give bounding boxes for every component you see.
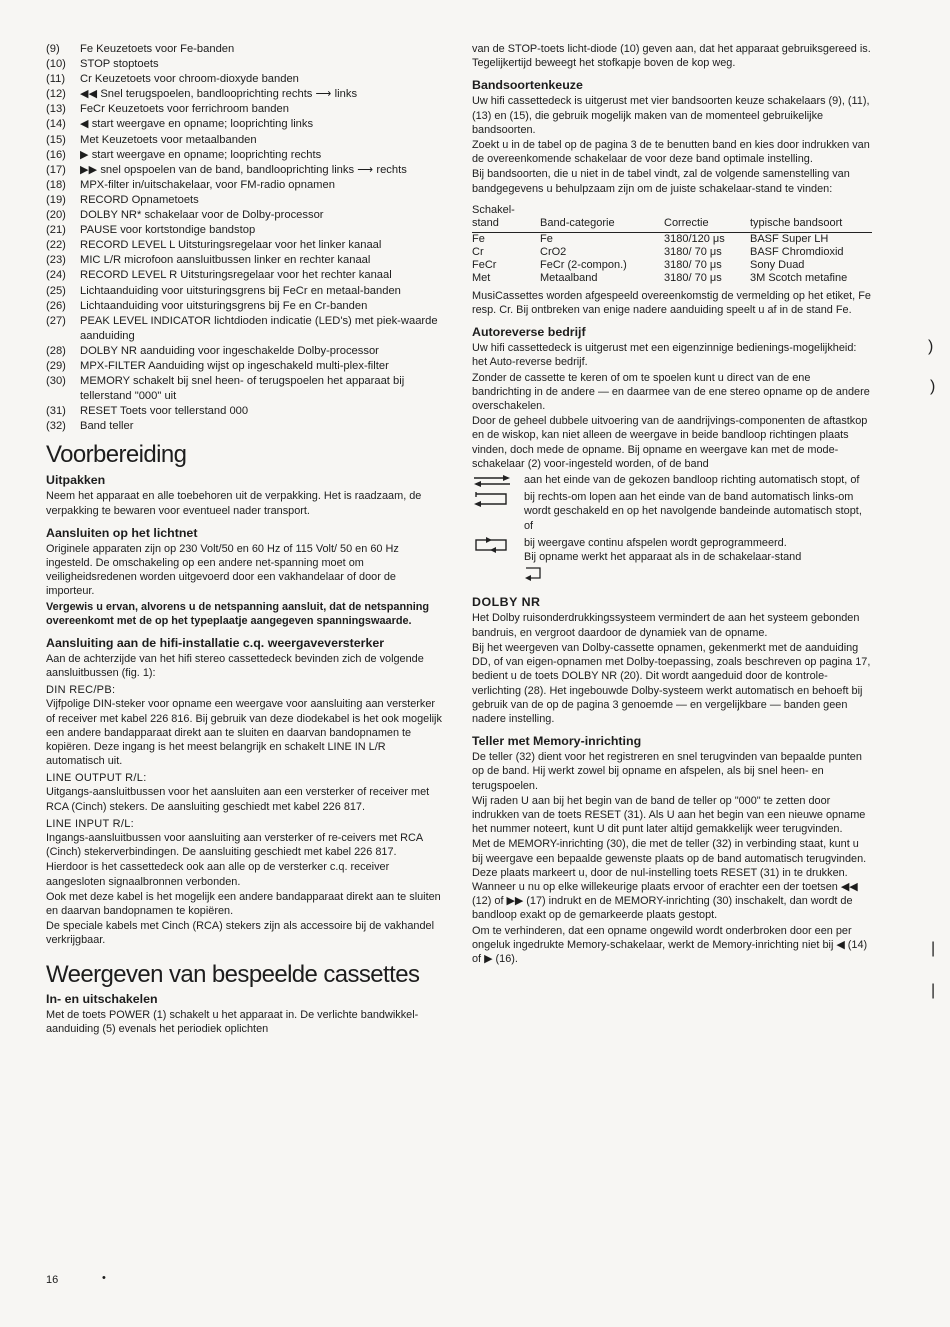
table-cell: Met — [472, 271, 491, 284]
section-title-voorbereiding: Voorbereiding — [46, 441, 187, 469]
para-mode-reverse-once: bij rechts-om lopen aan het einde van de band automatisch links-om wordt geschakeld en op het navolgende bandeinde automatisch stopt, of — [524, 491, 862, 532]
legend-text: ◀ start weergave en opname; looprichting links — [80, 118, 314, 131]
reverse-once-arrow-icon — [472, 491, 512, 507]
legend-text: MIC L/R microfoon aansluitbussen linker en rechter kanaal — [80, 254, 371, 267]
legend-item — [46, 374, 446, 404]
legend-number: (22) — [46, 239, 66, 252]
legend-text: RECORD LEVEL R Uitsturingsregelaar voor het rechter kanaal — [80, 269, 392, 282]
para-bandsoort-1: Uw hifi cassettedeck is uitgerust met vier bandsoorten keuze schakelaars (9), (11), (13) en (15), die gebruik mogelijk maken van de momenteel gebruikelijke bandsoorten. — [472, 95, 870, 136]
one-way-arrow-icon — [472, 474, 512, 488]
legend-item — [46, 208, 446, 223]
legend-item — [46, 163, 446, 178]
heading-dolby-nr: DOLBY NR — [472, 595, 541, 610]
para-teller-2: Wij raden U aan bij het begin van de band de teller op "000" te zetten door indrukken van de toets RESET (31). Als U aan het begin van een nieuwe opname het nummer noteert, kunt U dit punt later altijd gemakkelijk weer terugvinden. — [472, 794, 866, 836]
legend-item — [46, 299, 446, 314]
mode-option-one-way — [472, 473, 872, 488]
legend-number: (18) — [46, 178, 66, 191]
heading-uitpakken: Uitpakken — [46, 473, 106, 488]
legend-item — [46, 102, 446, 117]
para-bandsoort-3: Bij bandsoorten, die u niet in de tabel vindt, zal de volgende samenstelling van bandgegevens u behulpzaam zijn om de juiste schakelaar-stand te vinden: — [472, 168, 850, 195]
table-cell: FeCr — [472, 258, 497, 271]
legend-item — [46, 148, 446, 163]
para-autoreverse-2: Zonder de cassette te keren of om te spoelen kunt u direct van de ene bandrichting in de andere — en daarmee van de ene stereo opname op de andere overschakelen. — [472, 371, 870, 413]
legend-text: ▶ start weergave en opname; looprichting rechts — [80, 148, 322, 161]
heading-aansluiten-lichtnet: Aansluiten op het lichtnet — [46, 525, 198, 540]
tape-table-body — [472, 232, 872, 285]
para-stop-led: van de STOP-toets licht-diode (10) geven aan, dat het apparaat gebruiksgereed is. Tegelijkertijd beweegt het stofkapje boven de kop weg. — [472, 43, 871, 70]
legend-number: (19) — [46, 193, 66, 206]
label-line-output: LINE OUTPUT R/L: — [46, 772, 147, 785]
continuous-loop-icon — [472, 537, 512, 553]
legend-text: MEMORY schakelt bij snel heen- of terugspoelen het apparaat bij tellerstand "000" uit — [80, 375, 405, 403]
para-teller-3: Met de MEMORY-inrichting (30), die met de teller (32) in verbinding staat, kunt u bij weergave een bepaalde gewenste plaats op de band automatisch terugvinden. Deze plaats markeert u, door de nul-instelling toets RESET (31) in te drukken. Wanneer u nu op elke willekeurige plaats ervoor of erachter een der toetsen ◀◀ (12) of ▶▶ (17) indrukt en de MEMORY-inrichting (30) inschakelt, dan wordt de bandloop exakt op de gemarkeerde plaats gestopt. — [472, 838, 867, 922]
legend-item — [46, 344, 446, 359]
legend-number: (10) — [46, 58, 66, 71]
heading-hifi-aansluiting: Aansluiting aan de hifi-installatie c.q. weergaveversterker — [46, 636, 385, 651]
legend-number: (11) — [46, 73, 66, 86]
legend-text: ▶▶ snel opspoelen van de band, bandlooprichting links ⟶ rechts — [80, 163, 407, 176]
para-line-input-1: Ingangs-aansluitbussen voor aansluiting aan versterker of re-ceivers met RCA (Cinch) stekerverbindingen. De aansluiting geschiedt met kabel 226 817. — [46, 831, 423, 859]
legend-item — [46, 193, 446, 208]
heading-bandsoortenkeuze: Bandsoortenkeuze — [472, 78, 583, 93]
legend-text: MPX-FILTER Aanduiding wijst op ingeschakeld multi-plex-filter — [80, 359, 389, 372]
legend-text: PAUSE voor kortstondige bandstop — [80, 224, 256, 237]
legend-text: Met Keuzetoets voor metaalbanden — [80, 133, 257, 146]
legend-item — [46, 42, 446, 57]
para-line-input-4: De speciale kabels met Cinch (RCA) stekers zijn als accessoire bij de vakhandel verkrijgbaar. — [46, 920, 434, 947]
para-line-input-2: Hierdoor is het cassettedeck ook aan alle op de versterker c.q. receiver aangesloten signaalbronnen verbonden. — [46, 861, 390, 888]
legend-number: (20) — [46, 209, 66, 222]
para-teller-1: De teller (32) dient voor het registreren en snel terugvinden van bepaalde punten op de band. Hij werkt zowel bij opname en afspelen, als bij snel heen- en terugspoelen. — [472, 751, 862, 792]
tape-table-header: typische bandsoort — [750, 204, 872, 233]
para-teller-4: Om te verhinderen, dat een opname ongewild wordt onderbroken door een per ongeluk ingedrukte Memory-schakelaar, werkt de Memory-inrichting niet bij ◀ (14) of ▶ (16). — [472, 924, 868, 965]
table-cell: Fe — [540, 232, 553, 245]
legend-number: (15) — [46, 133, 66, 146]
table-row — [472, 272, 872, 285]
para-dolby-2: Bij het weergeven van Dolby-cassette opnamen, gekenmerkt met de aanduiding DD, of van eigen-opnamen met Dolby-toepassing, zoals beschreven op pagina 17, bedient u de toets DOLBY NR (20). Dit wordt aangeduid door de kontrole-verlichting (28). Het ingebouwde Dolby-systeem werkt automatisch en behoeft bij gebruik van de op de pagina 3 genoemde — en vergelijkbare — banden geen nadere instelling. — [472, 641, 871, 725]
legend-text: RESET Toets voor tellerstand 000 — [80, 405, 249, 418]
para-netspanning-warning: Vergewis u ervan, alvorens u de netspanning aansluit, dat de netspanning overeenkomt met de op het typeplaatje aangegeven spanningswaarde. — [46, 600, 430, 627]
right-column — [472, 42, 872, 967]
legend-text: Lichtaanduiding voor uitsturingsgrens bij FeCr en metaal-banden — [80, 284, 401, 297]
legend-number: (9) — [46, 43, 60, 55]
legend-text: RECORD Opnametoets — [80, 193, 199, 206]
legend-text: Lichtaanduiding voor uitsturingsgrens bij Fe en Cr-banden — [80, 299, 368, 312]
table-cell: BASF Super LH — [750, 232, 829, 245]
legend-number: (26) — [46, 299, 66, 312]
legend-item — [46, 223, 446, 238]
table-cell: 3180/ 70 μs — [664, 271, 722, 284]
table-row — [472, 232, 872, 246]
table-cell: Metaalband — [540, 271, 598, 284]
tape-table-header-row — [472, 204, 872, 233]
tape-table-header: Schakel-stand — [472, 204, 540, 233]
table-cell: CrO2 — [540, 245, 567, 258]
legend-item — [46, 404, 446, 419]
table-cell: 3180/ 70 μs — [664, 258, 722, 271]
legend-item — [46, 284, 446, 299]
legend-text: DOLBY NR* schakelaar voor de Dolby-processor — [80, 209, 324, 222]
table-cell: Sony Duad — [750, 258, 805, 271]
heading-autoreverse: Autoreverse bedrijf — [472, 325, 586, 340]
mode-option-continuous — [472, 536, 872, 587]
legend-number: (12) — [46, 88, 66, 101]
legend-number: (25) — [46, 284, 66, 297]
table-cell: FeCr (2-compon.) — [540, 258, 627, 271]
legend-number: (14) — [46, 118, 66, 131]
legend-item — [46, 117, 446, 132]
table-cell: Cr — [472, 245, 484, 258]
footer-dot: • — [102, 1272, 106, 1284]
legend-number: (29) — [46, 359, 66, 372]
legend-number: (30) — [46, 375, 66, 388]
table-cell: Fe — [472, 232, 485, 245]
tape-table-header: Correctie — [664, 204, 750, 233]
margin-mark: | — [931, 940, 936, 957]
para-mode-continuous-b: Bij opname werkt het apparaat als in de schakelaar-stand — [524, 551, 802, 564]
section-title-weergeven: Weergeven van bespeelde cassettes — [46, 960, 420, 988]
para-autoreverse-1: Uw hifi cassettedeck is uitgerust met een eigenzinnige bedienings-mogelijkheid: het Auto-reverse bedrijf. — [472, 342, 857, 369]
legend-number: (17) — [46, 163, 66, 176]
margin-mark: | — [931, 982, 936, 999]
label-line-input: LINE INPUT R/L: — [46, 817, 135, 830]
para-mode-continuous — [524, 536, 872, 586]
legend-item — [46, 268, 446, 283]
margin-mark: ) — [928, 338, 934, 355]
legend-number: (28) — [46, 344, 66, 357]
legend-number: (23) — [46, 254, 66, 267]
legend-item — [46, 253, 446, 268]
legend-number: (24) — [46, 269, 66, 282]
legend-text: ◀◀ Snel terugspoelen, bandlooprichting rechts ⟶ links — [80, 88, 358, 101]
para-mode-continuous-a: bij weergave continu afspelen wordt geprogrammeerd. — [524, 536, 787, 549]
para-autoreverse-3: Door de geheel dubbele uitvoering van de aandrijvings-componenten de aftastkop en de wiskop, kan niet alleen de weergave in beide bandloop richtingen plaats vinden, doch mede de opname. Bij opname en weergave kan met de mode-schakelaar (2) voor-ingesteld worden, of de band — [472, 415, 868, 470]
legend-item — [46, 178, 446, 193]
legend-number: (21) — [46, 224, 66, 237]
para-hifi-aansluiting: Aan de achterzijde van het hifi stereo cassettedeck bevinden zich de volgende aansluitbussen (fig. 1): — [46, 653, 424, 680]
table-cell: 3M Scotch metafine — [750, 271, 848, 284]
legend-item — [46, 87, 446, 102]
legend-number: (13) — [46, 103, 66, 116]
reverse-once-arrow-icon — [524, 565, 544, 581]
legend-text: Cr Keuzetoets voor chroom-dioxyde banden — [80, 73, 299, 86]
para-line-input-3: Ook met deze kabel is het mogelijk een andere bandapparaat direkt aan te sluiten en daarvan bandopnamen te kopiëren. — [46, 890, 441, 917]
para-dolby-1: Het Dolby ruisonderdrukkingssysteem vermindert de aan het systeem gebonden bandruis, en vergroot daardoor de dynamiek van de opname. — [472, 612, 860, 639]
legend-text: PEAK LEVEL INDICATOR lichtdioden indicatie (LED's) met piek-waarde aanduiding — [80, 314, 438, 342]
left-column — [46, 42, 446, 1037]
label-din-rec-pb: DIN REC/PB: — [46, 684, 116, 697]
control-legend-list — [46, 42, 446, 434]
table-cell: 3180/ 70 μs — [664, 245, 722, 258]
para-aansluiten-lichtnet: Originele apparaten zijn op 230 Volt/50 en 60 Hz of 115 Volt/ 50 en 60 Hz ingesteld. De omschakeling op een andere net-spanning moet om veiligheidsredenen worden uitgevoerd door een vakhandelaar of door de importeur. — [46, 542, 399, 598]
para-mode-one-way: aan het einde van de gekozen bandloop richting automatisch stopt, of — [524, 474, 860, 487]
table-cell: 3180/120 μs — [664, 232, 725, 245]
legend-item — [46, 72, 446, 87]
legend-text: Fe Keuzetoets voor Fe-banden — [80, 43, 235, 55]
mode-option-reverse-once — [472, 490, 872, 534]
legend-number: (31) — [46, 405, 66, 418]
page-number: 16 — [46, 1274, 59, 1286]
legend-item — [46, 57, 446, 72]
para-in-uitschakelen: Met de toets POWER (1) schakelt u het apparaat in. De verlichte bandwikkel-aanduiding (5) evenals het periodiek oplichten — [46, 1008, 419, 1035]
legend-text: Band teller — [80, 420, 134, 433]
legend-item — [46, 359, 446, 374]
table-row — [472, 259, 872, 272]
para-din-rec-pb: Vijfpolige DIN-steker voor opname een weergave voor aansluiting aan versterker of receiver met kabel 226 816. Bij gebruik van deze diodekabel is het ook mogelijk een andere bandapparaat direkt aan te sluiten en daarvan bandopnamen te kopiëren. Deze ingang is het meest belangrijk en schakelt LINE IN L/R automatisch uit. — [46, 698, 442, 768]
margin-mark: ) — [930, 378, 936, 395]
heading-in-uitschakelen: In- en uitschakelen — [46, 991, 158, 1006]
legend-text: DOLBY NR aanduiding voor ingeschakelde Dolby-processor — [80, 344, 379, 357]
legend-number: (32) — [46, 420, 66, 433]
legend-text: FeCr Keuzetoets voor ferrichroom banden — [80, 103, 289, 116]
table-cell: BASF Chromdioxid — [750, 245, 844, 258]
tape-type-table — [472, 204, 872, 285]
legend-item — [46, 314, 446, 344]
legend-text: STOP stoptoets — [80, 58, 159, 71]
para-uitpakken: Neem het apparaat en alle toebehoren uit de verpakking. Het is raadzaam, de verpakking te bewaren voor eventueel nader transport. — [46, 490, 422, 517]
legend-number: (16) — [46, 148, 66, 161]
heading-teller-memory: Teller met Memory-inrichting — [472, 734, 642, 749]
legend-text: RECORD LEVEL L Uitsturingsregelaar voor het linker kanaal — [80, 239, 382, 252]
para-musicassettes: MusiCassettes worden afgespeeld overeenkomstig de vermelding op het etiket, Fe resp. Cr. Bij ontbreken van enige nadere aanduiding speelt u af in de stand Fe. — [472, 289, 871, 317]
para-bandsoort-2: Zoekt u in de tabel op de pagina 3 de te benutten band en kies door indrukken van de overeenkomende schakelaar de voor deze band optimale instelling. — [472, 139, 870, 166]
para-line-output: Uitgangs-aansluitbussen voor het aansluiten aan een versterker of receiver met RCA (Cinch) stekers. De aansluiting geschiedt met kabel 226 817. — [46, 786, 430, 813]
legend-text: MPX-filter in/uitschakelaar, voor FM-radio opnamen — [80, 178, 335, 191]
table-row — [472, 246, 872, 259]
legend-item — [46, 133, 446, 148]
legend-item — [46, 238, 446, 253]
legend-item — [46, 419, 446, 434]
tape-table-header: Band-categorie — [540, 204, 664, 233]
legend-number: (27) — [46, 314, 66, 327]
